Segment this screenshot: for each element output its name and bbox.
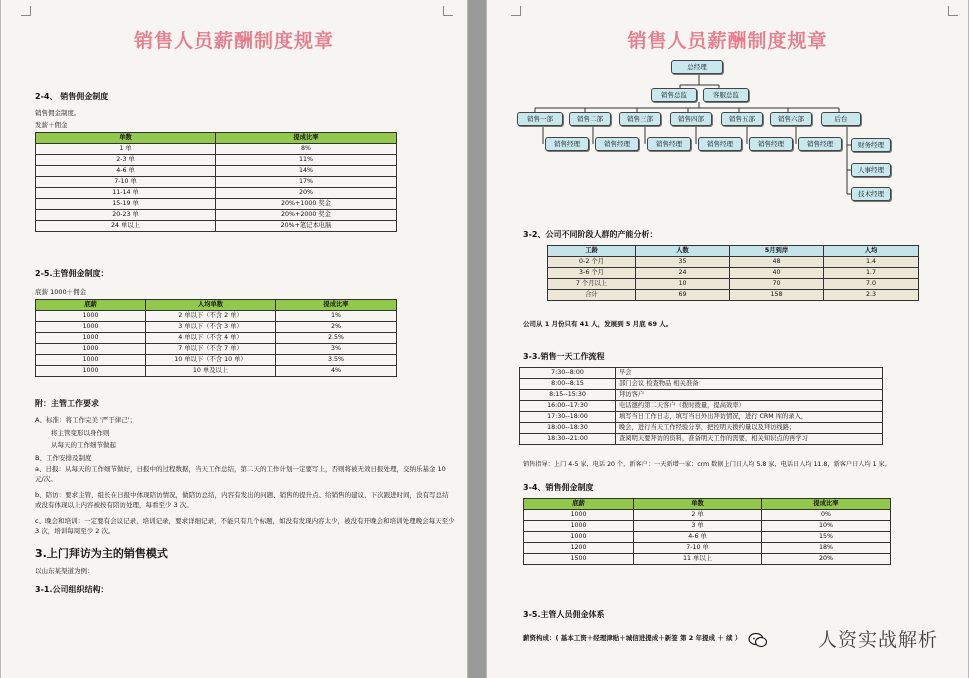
org-node-sales-manager: 销售经理	[749, 137, 793, 151]
table-header: 提成比率	[762, 499, 891, 510]
text-line: 发薪＋佣金	[35, 121, 68, 129]
table-cell: 填写当日工作日志，填写当日外出拜访情况，进行 CRM 库的录入，	[616, 412, 883, 423]
table-row	[548, 268, 919, 279]
table-row	[36, 311, 397, 322]
table-row	[524, 521, 891, 532]
table-cell: 8:15--15:30	[520, 390, 616, 401]
org-node-sales-dept-6: 销售六部	[770, 112, 812, 126]
table-row	[524, 543, 891, 554]
table-row	[36, 210, 397, 221]
table-header: 底薪	[36, 300, 146, 311]
table-header: 人均单数	[146, 300, 276, 311]
table-cell: 2%	[276, 322, 397, 333]
table-cell: 0%	[762, 510, 891, 521]
table-header: 人数	[636, 246, 730, 257]
table-cell: 7-10 单	[36, 177, 216, 188]
daily-workflow-table	[519, 367, 883, 445]
table-cell: 4%	[276, 366, 397, 377]
section-heading-3-3: 3-3.销售一天工作流程	[523, 352, 605, 361]
table-cell: 10%	[762, 521, 891, 532]
supervisor-commission-table	[35, 299, 397, 377]
table-cell: 7.0	[824, 279, 919, 290]
paragraph-daily-report: a、日报：从每天的工作细节做好，日报中的过程数据，当天工作总结，第二天的工作计划一定要写上，否则将被无效日报处理，交纳乐基金 10 元/次。	[35, 465, 446, 484]
table-header: 提成比率	[216, 133, 397, 144]
table-cell: 1200	[524, 543, 634, 554]
table-cell: 4-6 单	[634, 532, 762, 543]
section-heading-2-4: 2-4、 销售佣金制度	[35, 92, 109, 101]
org-chart-connectors	[487, 0, 969, 220]
table-cell: 4-6 单	[36, 166, 216, 177]
table-header: 单数	[634, 499, 762, 510]
table-cell: 7-10 单	[634, 543, 762, 554]
table-cell: 48	[730, 257, 824, 268]
table-cell: 1.7	[824, 268, 919, 279]
table-row	[36, 166, 397, 177]
table-cell: 1000	[36, 366, 146, 377]
section-heading-3-2: 3-2、公司不同阶段人群的产能分析：	[523, 230, 658, 239]
table-cell: 3-6 个月	[548, 268, 636, 279]
table-row	[36, 188, 397, 199]
table-cell: 合计	[548, 290, 636, 301]
table-cell: 1000	[36, 355, 146, 366]
table-cell: 8%	[216, 144, 397, 155]
table-row	[548, 257, 919, 268]
table-row	[520, 423, 883, 434]
org-node-back-office: 后台	[821, 112, 861, 126]
table-row	[520, 379, 883, 390]
org-node-finance-manager: 财务经理	[851, 138, 891, 152]
table-cell: 18%	[762, 543, 891, 554]
table-cell: 3.5%	[276, 355, 397, 366]
org-node-sales-director: 销售总监	[651, 88, 697, 102]
table-cell: 拜访客户	[616, 390, 883, 401]
table-cell: 7:30--8:00	[520, 368, 616, 379]
table-cell: 3 单以下（不含 3 单）	[146, 322, 276, 333]
table-row	[548, 290, 919, 301]
table-cell: 1000	[524, 510, 634, 521]
sales-commission-table	[523, 498, 891, 565]
table-cell: 70	[730, 279, 824, 290]
text-line: 销售佣金制度。	[35, 109, 81, 117]
table-cell: 1000	[36, 322, 146, 333]
table-header: 工龄	[548, 246, 636, 257]
table-cell: 17:30--18:00	[520, 412, 616, 423]
table-row	[520, 390, 883, 401]
table-cell: 24	[636, 268, 730, 279]
table-cell: 11%	[216, 155, 397, 166]
table-cell: 10 单及以上	[146, 366, 276, 377]
table-cell: 35	[636, 257, 730, 268]
org-node-ceo: 总经理	[671, 60, 723, 74]
table-cell: 晚会，进行当天工作经验分享，把控明天拨约量以及拜访线路；	[616, 423, 883, 434]
table-row	[36, 333, 397, 344]
table-cell: 17%	[216, 177, 397, 188]
text-line: 从每天的工作细节做起	[51, 441, 116, 449]
section-heading-3-1: 3-1.公司组织结构：	[35, 585, 109, 594]
table-cell: 1.4	[824, 257, 919, 268]
org-node-sales-dept-3: 销售三部	[619, 112, 661, 126]
productivity-table	[547, 245, 919, 301]
table-header: 人均	[824, 246, 919, 257]
org-node-tech-manager: 技术经理	[851, 187, 891, 201]
section-heading-3: 3.上门拜访为主的销售模式	[35, 547, 168, 560]
table-cell: 20-23 单	[36, 210, 216, 221]
watermark-text: 人资实战解析	[817, 629, 938, 651]
org-node-sales-dept-4: 销售四部	[670, 112, 712, 126]
table-row	[548, 279, 919, 290]
table-header: 提成比率	[276, 300, 397, 311]
table-cell: 14%	[216, 166, 397, 177]
page-corner-mark	[21, 6, 31, 16]
productivity-note: 公司从 1 月份只有 41 人，发展到 5 月底 69 人。	[523, 320, 673, 328]
document-page-left	[0, 0, 468, 678]
org-node-sales-dept-2: 销售二部	[569, 112, 611, 126]
table-cell: 20%+2000 奖金	[216, 210, 397, 221]
table-cell: 1000	[524, 532, 634, 543]
workflow-note: 销售指导：上门 4-5 家，电话 20 个，新客户：一天新增一家；crm 数据上门日人均 5.8 家，电话日人均 11.8，新客户日人均 1 家。	[523, 461, 891, 468]
text-line: 将主管变形以身作则	[51, 429, 110, 437]
table-row	[524, 532, 891, 543]
table-row	[524, 554, 891, 565]
org-node-sales-manager: 销售经理	[798, 137, 842, 151]
org-node-sales-manager: 销售经理	[545, 137, 589, 151]
table-row	[524, 510, 891, 521]
commission-table	[35, 132, 397, 232]
table-cell: 8:00--8:15	[520, 379, 616, 390]
table-cell: 158	[730, 290, 824, 301]
table-cell: 20%	[216, 188, 397, 199]
table-row	[36, 344, 397, 355]
org-node-sales-manager: 销售经理	[647, 137, 691, 151]
table-cell: 部门会议 检查物品 相关准备	[616, 379, 883, 390]
table-cell: 18:00--18:30	[520, 423, 616, 434]
table-cell: 3%	[276, 344, 397, 355]
text-line: 以山东某渠道为例：	[35, 567, 94, 575]
org-node-sales-manager: 销售经理	[698, 137, 742, 151]
org-chart	[487, 0, 969, 220]
table-row	[36, 177, 397, 188]
org-node-sales-dept-5: 销售五部	[721, 112, 763, 126]
table-row	[36, 144, 397, 155]
table-row	[36, 155, 397, 166]
table-row	[520, 434, 883, 445]
table-cell: 7 单以下（不含 7 单）	[146, 344, 276, 355]
table-cell: 20%	[762, 554, 891, 565]
table-cell: 1500	[524, 554, 634, 565]
table-header: 5月到岸	[730, 246, 824, 257]
section-heading-2-5: 2-5.主管佣金制度：	[35, 269, 109, 278]
section-heading-3-5: 3-5.主管人员佣金体系	[523, 610, 605, 619]
table-row	[520, 401, 883, 412]
chat-bubble-icon	[748, 632, 768, 648]
table-cell: 11 单以上	[634, 554, 762, 565]
table-row	[36, 366, 397, 377]
table-row	[36, 199, 397, 210]
table-cell: 1000	[36, 333, 146, 344]
paragraph-meeting-training: c、晚会和培训：一定要有会议记录，培训记录，要求详细记录，不能只有几个标题，如没有发现内容太少，被没有开晚会和培训处理晚会每天至少 3 次，培训每周至少 2 次。	[35, 517, 455, 536]
table-row	[520, 368, 883, 379]
section-heading-3-4: 3-4、销售佣金制度	[523, 483, 594, 492]
salary-composition: 薪资构成：( 基本工资＋经理津贴＋城信进提成＋新签 第 2 年提成 ＋ 续 ）	[523, 634, 742, 642]
table-cell: 10	[636, 279, 730, 290]
table-cell: 10 单以下（不含 10 单）	[146, 355, 276, 366]
table-cell: 20%+笔记本电脑	[216, 221, 397, 232]
table-cell: 11-14 单	[36, 188, 216, 199]
table-cell: 电话邀约第二天客户（拨时拨量，提高效率）	[616, 401, 883, 412]
text-line: A、标准：将工作完美 '严于律己'；	[35, 416, 137, 424]
document-page-right	[486, 0, 969, 678]
table-cell: 7 个月以上	[548, 279, 636, 290]
table-cell: 0-2 个月	[548, 257, 636, 268]
paragraph-accompany-visit: b、陪访：要求主管，组长在日报中体现陪访情况，做陪访总结，内容有发出的问题、销售的提升点、给销售的建议，下次跟进时间，没有写总结或没有体现以上内容被按有陪访处理，每看至少 3 次。	[35, 491, 449, 510]
table-cell: 2-3 单	[36, 155, 216, 166]
table-header: 底薪	[524, 499, 634, 510]
page-corner-mark	[443, 6, 453, 16]
table-cell: 2 单	[634, 510, 762, 521]
table-row	[36, 355, 397, 366]
table-cell: 2 单以下（不含 2 单）	[146, 311, 276, 322]
table-cell: 1%	[276, 311, 397, 322]
org-node-sales-manager: 销售经理	[595, 137, 639, 151]
table-cell: 24 单以上	[36, 221, 216, 232]
table-cell: 3 单	[634, 521, 762, 532]
org-node-sales-dept-1: 销售一部	[517, 112, 563, 126]
table-cell: 1000	[524, 521, 634, 532]
org-node-hr-manager: 人事经理	[851, 163, 891, 177]
text-line: 底薪 1000＋佣金	[35, 288, 87, 296]
text-line: B、工作安排及制度	[35, 454, 92, 462]
table-cell: 20%+1000 奖金	[216, 199, 397, 210]
table-cell: 4 单以下（不含 4 单）	[146, 333, 276, 344]
table-cell: 15%	[762, 532, 891, 543]
table-header: 单数	[36, 133, 216, 144]
table-cell: 18:30--21:00	[520, 434, 616, 445]
table-cell: 69	[636, 290, 730, 301]
table-cell: 16:00--17:30	[520, 401, 616, 412]
table-cell: 1000	[36, 344, 146, 355]
org-node-service-director: 客服总监	[703, 88, 749, 102]
table-row	[520, 412, 883, 423]
table-cell: 早会	[616, 368, 883, 379]
table-row	[36, 221, 397, 232]
document-title: 销售人员薪酬制度规章	[133, 30, 334, 52]
table-cell: 15-19 单	[36, 199, 216, 210]
table-row	[36, 322, 397, 333]
table-cell: 查阅明天要拜访的资料，准备明天工作的需要，相关知识点的再学习	[616, 434, 883, 445]
table-cell: 1000	[36, 311, 146, 322]
table-cell: 1 单	[36, 144, 216, 155]
table-cell: 2.3	[824, 290, 919, 301]
table-cell: 40	[730, 268, 824, 279]
table-cell: 2.5%	[276, 333, 397, 344]
appendix-heading: 附：主管工作要求	[35, 399, 99, 408]
document-title: 销售人员薪酬制度规章	[627, 30, 828, 52]
